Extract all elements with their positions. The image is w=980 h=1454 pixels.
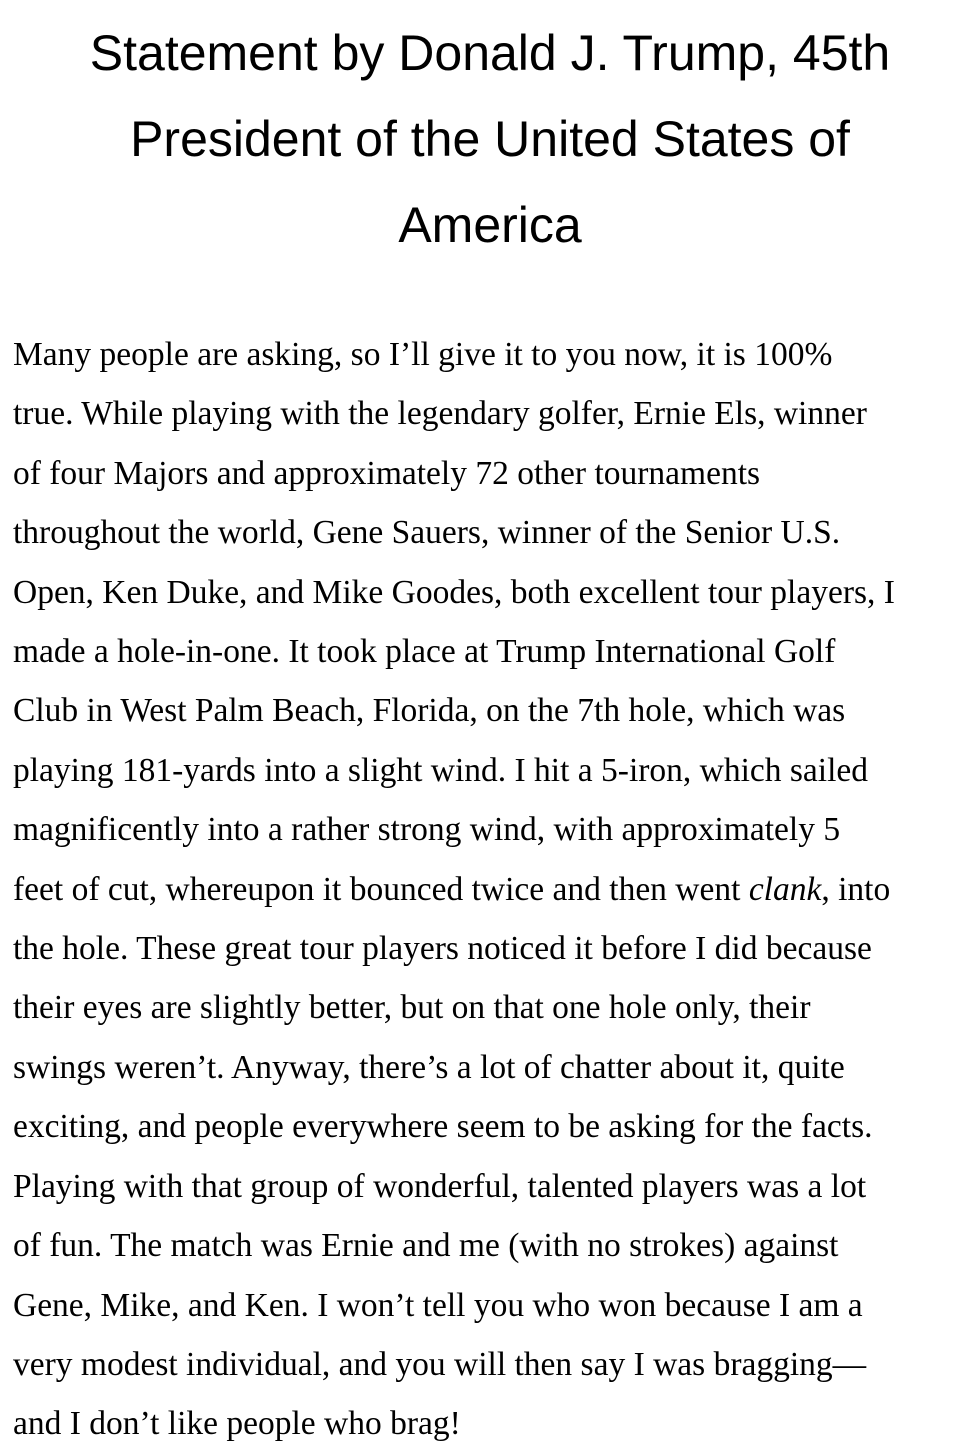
body-line: Open, Ken Duke, and Mike Goodes, both excellent tour players, I [13, 573, 895, 611]
body-text-segment: , into [821, 870, 891, 908]
body-line [13, 860, 979, 919]
body-line: their eyes are slightly better, but on that one hole only, their [13, 989, 811, 1027]
body-line: throughout the world, Gene Sauers, winner of the Senior U.S. [13, 514, 841, 552]
body-line: Club in West Palm Beach, Florida, on the 7th hole, which was [13, 692, 846, 730]
body-line: true. While playing with the legendary golfer, Ernie Els, winner [13, 395, 867, 433]
title-line: President of the United States of [130, 111, 850, 167]
title-line: America [398, 197, 582, 253]
statement-body [13, 325, 979, 1454]
body-line: magnificently into a rather strong wind, with approximately 5 [13, 811, 841, 849]
body-line: very modest individual, and you will then say I was bragging— [13, 1345, 867, 1383]
statement-title [0, 10, 980, 268]
body-line: exciting, and people everywhere seem to be asking for the facts. [13, 1108, 873, 1146]
body-line: Gene, Mike, and Ken. I won’t tell you who won because I am a [13, 1286, 863, 1324]
body-line: playing 181-yards into a slight wind. I hit a 5-iron, which sailed [13, 751, 869, 789]
body-line: made a hole-in-one. It took place at Trump International Golf [13, 633, 836, 671]
body-line: and I don’t like people who brag! [13, 1405, 461, 1443]
title-line: Statement by Donald J. Trump, 45th [89, 25, 891, 81]
body-line: Playing with that group of wonderful, talented players was a lot [13, 1167, 867, 1205]
body-text-segment: feet of cut, whereupon it bounced twice and then went [13, 870, 749, 908]
body-line: Many people are asking, so I’ll give it to you now, it is 100% [13, 336, 833, 373]
body-line: swings weren’t. Anyway, there’s a lot of chatter about it, quite [13, 1048, 845, 1086]
body-line: of four Majors and approximately 72 other tournaments [13, 454, 761, 492]
body-line: the hole. These great tour players noticed it before I did because [13, 930, 872, 968]
body-line: of fun. The match was Ernie and me (with no strokes) against [13, 1227, 839, 1265]
italic-word: clank [748, 870, 822, 908]
